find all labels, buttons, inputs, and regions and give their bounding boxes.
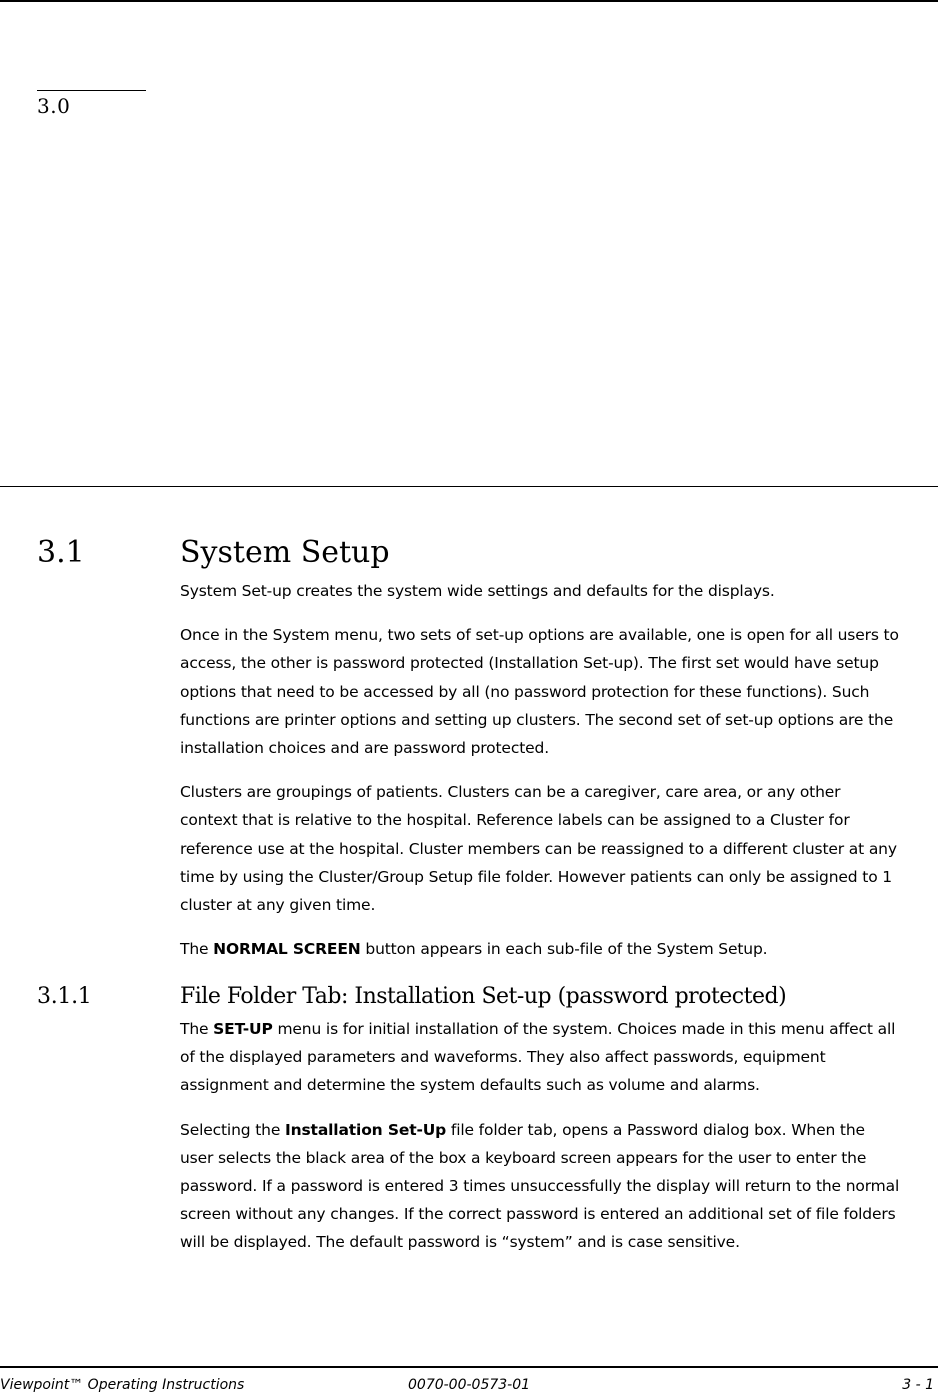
subsection-number: 3.1.1 bbox=[37, 984, 92, 1009]
text-run: The bbox=[180, 1020, 214, 1038]
text-run: menu is for initial installation of the system. Choices made in this menu affect all of the displayed parameters and waveforms. They also affect passwords, equipment assignment and determine the system defaults such as volume and alarms. bbox=[180, 1020, 896, 1095]
chapter-number: 3.0 bbox=[37, 94, 71, 118]
bold-term: NORMAL SCREEN bbox=[213, 940, 361, 959]
text-run: button appears in each sub-file of the System Setup. bbox=[360, 940, 768, 959]
paragraph: Clusters are groupings of patients. Clusters can be a caregiver, care area, or any other context that is relative to the hospital. Reference labels can be assigned to a Cluster for reference use at the hospital. Cluster members can be reassigned to a different cluster at any time by using the Cluster/Group Setup file folder. However patients can only be assigned to 1 cluster at any given time. bbox=[180, 783, 897, 915]
section-number: 3.1 bbox=[37, 535, 85, 570]
text-run: Selecting the bbox=[180, 1120, 285, 1139]
paragraph bbox=[180, 1116, 900, 1257]
text-run: The bbox=[180, 940, 214, 959]
top-rule bbox=[0, 0, 938, 2]
chapter-rule bbox=[37, 90, 146, 91]
footer-rule bbox=[0, 1366, 938, 1368]
text-run: file folder tab, opens a Password dialog box. When the user selects the black area of the box a keyboard screen appears for the user to enter the password. If a password is entered 3 times unsuccessfully the display will return to the normal screen without any changes. If the correct password is entered an additional set of file folders will be displayed. The default password is “system” and is case sensitive. bbox=[180, 1120, 900, 1252]
paragraph: System Set-up creates the system wide settings and defaults for the displays. bbox=[180, 582, 775, 600]
footer-part-number: 0070-00-0573-01 bbox=[408, 1377, 531, 1393]
subsection-title: File Folder Tab: Installation Set-up (password protected) bbox=[180, 984, 787, 1009]
paragraph: Once in the System menu, two sets of set-up options are available, one is open for all users to access, the other is password protected (Installation Set-up). The first set would have setup options that need to be accessed by all (no password protection for these functions). Such functions are printer options and setting up clusters. The second set of set-up options are the installation choices and are password protected. bbox=[180, 626, 899, 758]
subsection-body bbox=[180, 1015, 900, 1273]
bold-term: Installation Set-Up bbox=[284, 1120, 447, 1139]
paragraph bbox=[180, 1015, 900, 1100]
section-divider bbox=[0, 486, 938, 487]
footer-doc-title: Viewpoint™ Operating Instructions bbox=[0, 1377, 245, 1393]
paragraph bbox=[180, 935, 900, 963]
footer-page-number: 3 - 1 bbox=[902, 1377, 934, 1393]
bold-term: SET-UP bbox=[213, 1020, 273, 1038]
section-body bbox=[180, 577, 900, 979]
section-title: System Setup bbox=[180, 535, 390, 570]
